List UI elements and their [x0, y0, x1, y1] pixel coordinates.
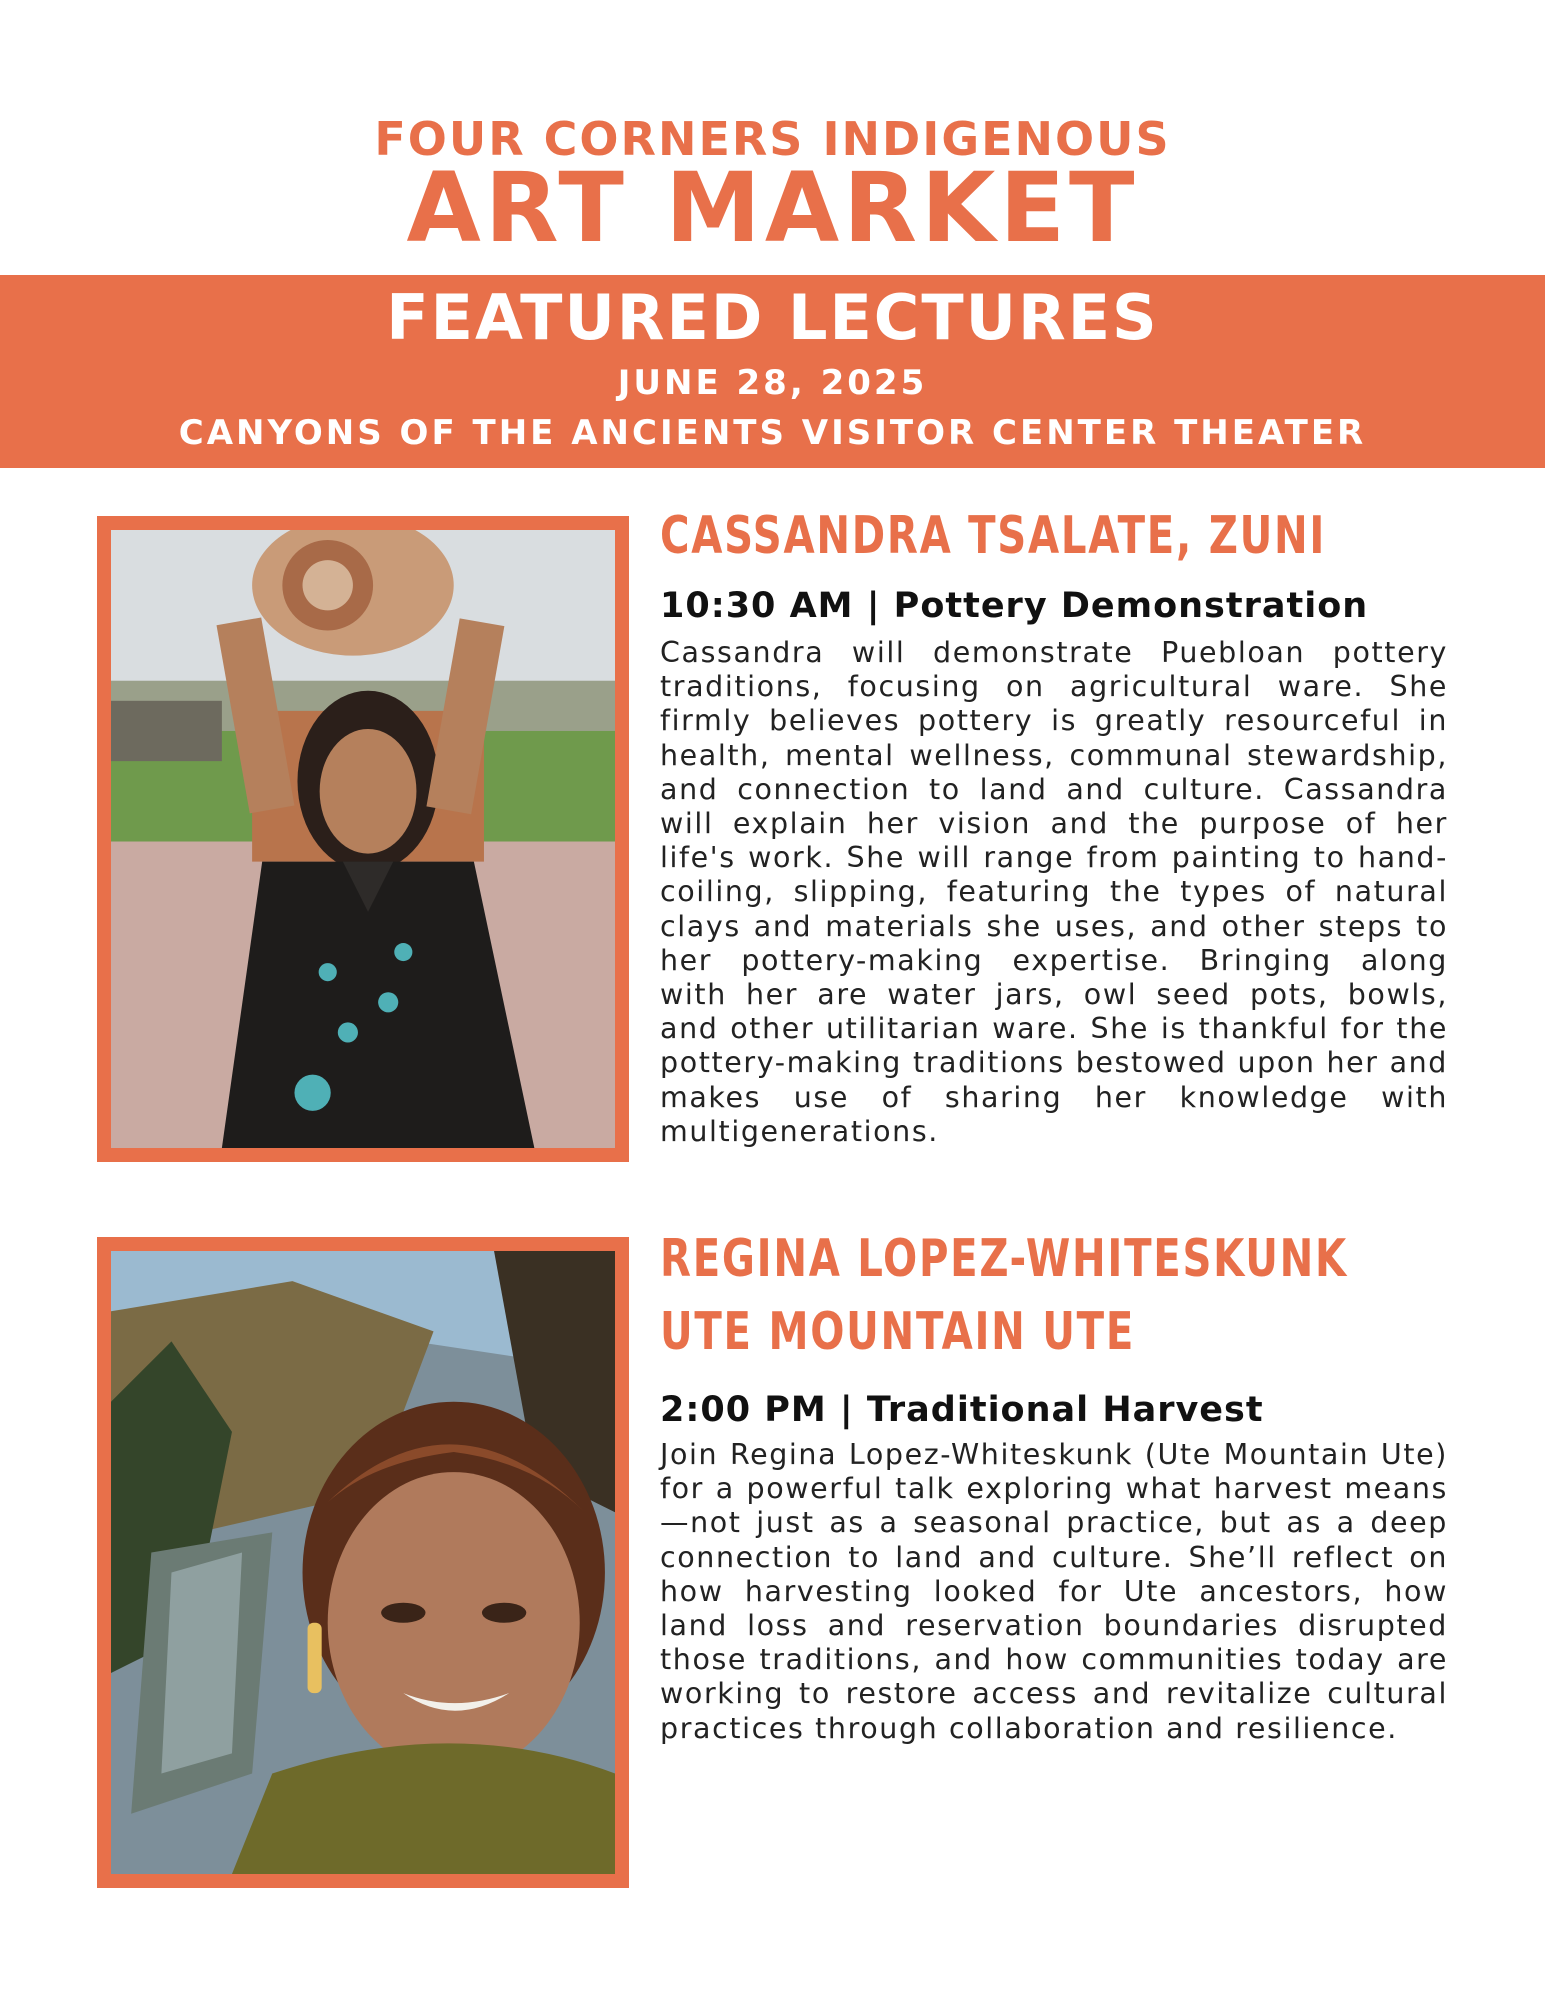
banner-title: FEATURED LECTURES [386, 281, 1159, 354]
speaker-photo-2 [111, 1251, 615, 1874]
speaker-photo-1 [111, 530, 615, 1148]
banner-venue: CANYONS OF THE ANCIENTS VISITOR CENTER THEATER [178, 413, 1367, 453]
portrait-illustration-2 [111, 1251, 615, 1874]
event-kicker: FOUR CORNERS INDIGENOUS [374, 112, 1171, 166]
session-time-title-1: 10:30 AM | Pottery Demonstration [660, 586, 1369, 626]
session-description-2: Join Regina Lopez-Whiteskunk (Ute Mountain Ute) for a powerful talk exploring what harvest means—not just as a seasonal practice, but as a deep connection to land and culture. She’ll reflect on how harvesting looked for Ute ancestors, how land loss and reservation boundaries disrupted those traditions, and how communities today are working to restore access and revitalize cultural practices through collaboration and resilience. [660, 1438, 1448, 1745]
session-description-1: Cassandra will demonstrate Puebloan pottery traditions, focusing on agricultural ware. She firmly believes pottery is greatly resourceful in health, mental wellness, communal stewardship, and connection to land and culture. Cassandra will explain her vision and the purpose of her life's work. She will range from painting to hand-coiling, slipping, featuring the types of natural clays and materials she uses, and other steps to her pottery-making expertise. Bringing along with her are water jars, owl seed pots, bowls, and other utilitarian ware. She is thankful for the pottery-making traditions bestowed upon her and makes use of sharing her knowledge with multigenerations. [660, 636, 1448, 1148]
speaker-photo-frame-1 [97, 516, 629, 1162]
event-title: ART MARKET [406, 152, 1139, 264]
session-time-title-2: 2:00 PM | Traditional Harvest [660, 1390, 1264, 1430]
speaker-name-2: REGINA LOPEZ-WHITESKUNK [660, 1229, 1348, 1289]
speaker-tribe-2: UTE MOUNTAIN UTE [660, 1302, 1136, 1362]
speaker-photo-frame-2 [97, 1237, 629, 1888]
banner-date: JUNE 28, 2025 [617, 363, 928, 403]
speaker-name-1: CASSANDRA TSALATE, ZUNI [660, 506, 1327, 566]
portrait-illustration-1 [111, 530, 615, 1148]
lectures-banner [0, 275, 1545, 468]
